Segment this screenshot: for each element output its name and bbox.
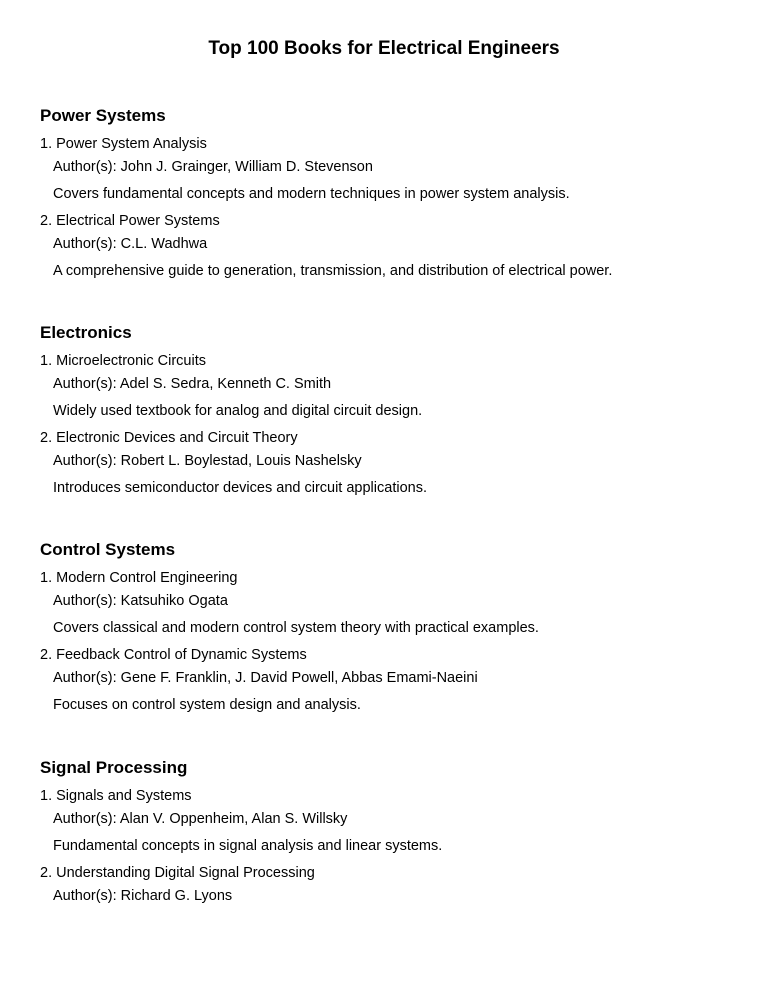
section-signal-processing [40,758,740,910]
book-entry [40,645,740,719]
document-title: Top 100 Books for Electrical Engineers [208,38,560,59]
book-authors: Author(s): Gene F. Franklin, J. David Powell, Abbas Emami-Naeini [53,670,478,686]
book-entry [40,786,740,860]
book-description: Covers classical and modern control system theory with practical examples. [53,620,539,636]
book-description: A comprehensive guide to generation, transmission, and distribution of electrical power. [53,263,613,279]
book-authors: Author(s): Richard G. Lyons [53,888,233,904]
book-description: Focuses on control system design and analysis. [53,697,361,713]
book-title: 1. Power System Analysis [40,136,207,152]
book-entry [40,863,740,910]
book-authors: Author(s): Katsuhiko Ogata [53,593,228,609]
book-description: Widely used textbook for analog and digital circuit design. [53,403,423,419]
book-authors: Author(s): Robert L. Boylestad, Louis Nashelsky [53,453,362,469]
book-authors: Author(s): Alan V. Oppenheim, Alan S. Willsky [53,811,348,827]
book-authors: Author(s): Adel S. Sedra, Kenneth C. Smith [53,376,332,392]
book-entry [40,211,740,285]
section-power-systems [40,106,740,285]
book-entry [40,568,740,642]
book-title: 2. Feedback Control of Dynamic Systems [40,647,307,663]
book-entry [40,134,740,208]
section-electronics [40,323,740,502]
book-title: 1. Modern Control Engineering [40,570,238,586]
book-title: 1. Microelectronic Circuits [40,353,206,369]
book-title: 2. Electrical Power Systems [40,213,220,229]
section-heading: Control Systems [40,540,176,559]
book-description: Fundamental concepts in signal analysis and linear systems. [53,838,443,854]
section-heading: Electronics [40,323,132,342]
book-title: 2. Electronic Devices and Circuit Theory [40,430,298,446]
book-title: 2. Understanding Digital Signal Processing [40,865,315,881]
section-heading: Power Systems [40,106,166,125]
book-title: 1. Signals and Systems [40,788,192,804]
book-authors: Author(s): C.L. Wadhwa [53,236,208,252]
section-control-systems [40,540,740,719]
book-description: Covers fundamental concepts and modern techniques in power system analysis. [53,186,570,202]
book-authors: Author(s): John J. Grainger, William D. Stevenson [53,159,373,175]
book-entry [40,351,740,425]
book-entry [40,428,740,502]
book-description: Introduces semiconductor devices and circuit applications. [53,480,427,496]
section-heading: Signal Processing [40,758,188,777]
